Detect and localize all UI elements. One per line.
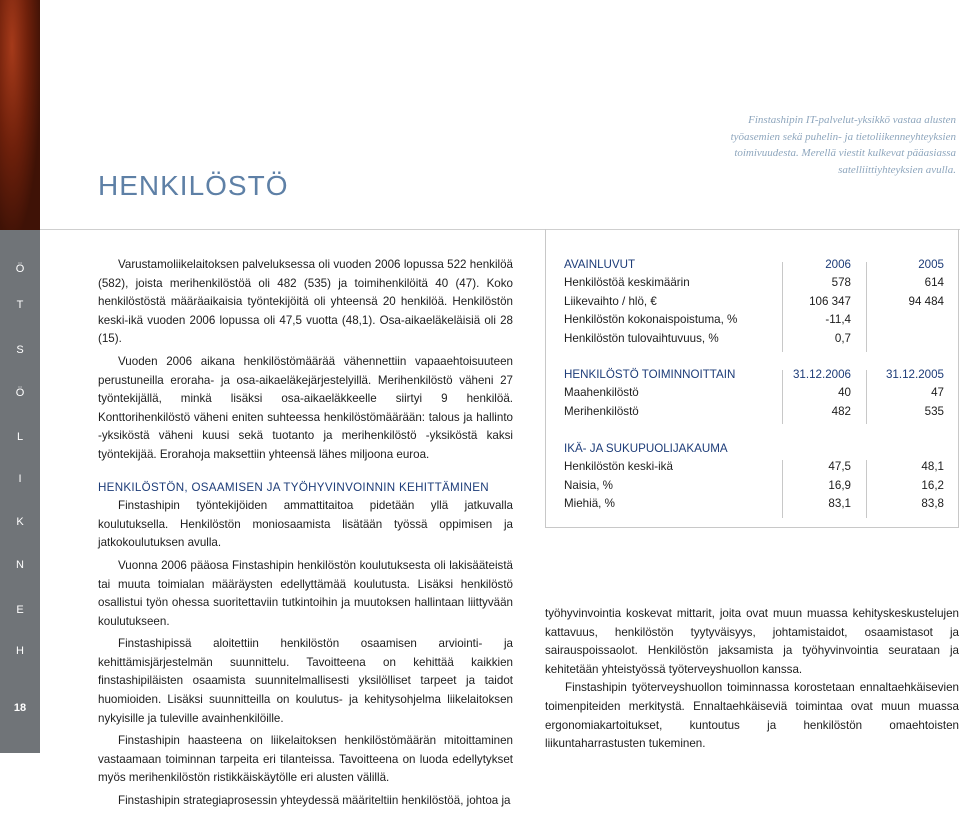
paragraph: Finstashipin työterveyshuollon toiminnassa korostetaan ennaltaehkäisevien toimenpiteiden merkitystä. Ennaltaehkäiseviä toimintaa ovat muun muassa ergonomiakartoitukset, kuntoutus ja henkilöstön omaehtoisten liikuntaharrastusten tukeminen. — [545, 681, 959, 751]
table-row — [564, 458, 944, 476]
age-gender-table — [564, 440, 944, 514]
paragraph: Finstashipin strategiaprosessin yhteydessä määriteltiin henkilöstöä, johtoa ja — [118, 794, 511, 808]
row-value: 106 347 — [809, 294, 851, 308]
table-header-year: 2006 — [825, 258, 851, 271]
staff-by-function-table — [564, 366, 944, 421]
row-value: 535 — [924, 404, 944, 418]
table-header-label: IKÄ- JA SUKUPUOLIJAKAUMA — [564, 442, 728, 455]
table-row — [564, 384, 944, 402]
sidebar-letter: I — [18, 473, 22, 485]
table-row — [564, 274, 944, 292]
section-heading: HENKILÖSTÖN, OSAAMISEN JA TYÖHYVINVOINNIN KEHITTÄMINEN — [98, 480, 489, 494]
table-row — [564, 330, 944, 348]
row-label: Henkilöstön tulovaihtuvuus, % — [564, 331, 719, 345]
table-header-year: 2005 — [918, 258, 944, 271]
right-column — [545, 605, 959, 754]
paragraph: työhyvinvointia koskevat mittarit, joita ovat muun muassa kehityskeskustelujen kattavuus, henkilöstön tyytyväisyys, johtamistaidot, osaamistasot ja sairauspoissaolot. Henkilöstön jaksamista ja työhyvinvointia seurataan ja kehitetään yhteistyössä työterveyshuollon kanssa. — [545, 607, 959, 676]
row-label: Liikevaihto / hlö, € — [564, 294, 657, 308]
table-row — [564, 495, 944, 513]
table-row — [564, 477, 944, 495]
row-value: 16,2 — [921, 478, 944, 492]
paragraph: Varustamoliikelaitoksen palveluksessa oli vuoden 2006 lopussa 522 henkilöä (582), joista merihenkilöstöä oli 482 (535) ja toimihenkilöitä 40 (47). Koko henkilöstöstä määräaikaisia työntekijöitä oli yhteensä 20 henkilöä. Henkilöstön keski-ikä vuoden 2006 lopussa oli 47,5 vuotta (48,1). Osa-aikaeläkeläisiä oli 28 (15). — [98, 258, 513, 346]
row-value: 578 — [831, 276, 851, 290]
left-column — [98, 256, 513, 815]
paragraph: Finstashipin työntekijöiden ammattitaitoa pidetään yllä jatkuvalla koulutuksella. Henkilöstön moniosaamista lisätään työssä oppimisen ja jatkokoulutuksen avulla. — [98, 499, 513, 550]
sidebar-letter: L — [16, 431, 24, 443]
table-header-label: AVAINLUVUT — [564, 258, 636, 271]
row-label: Naisia, % — [564, 478, 613, 492]
row-value: 83,8 — [921, 497, 944, 511]
row-value: 94 484 — [908, 294, 944, 308]
paragraph: Finstashipissä aloitettiin henkilöstön osaamisen arviointi- ja kehittämisjärjestelmän suunnittelu. Tavoitteena on kehittää kaikkien finstashipiläisten osaamista suunnitelmallisesti yksilölliset tarpeet ja taidot huomioiden. Lisäksi suunnitteilla on koulutus- ja kehitysohjelma liikelaitoksen nykyisille ja tuleville avainhenkilöille. — [98, 637, 513, 725]
row-value: 482 — [831, 404, 851, 418]
row-value: 40 — [838, 386, 851, 400]
row-value: 16,9 — [828, 478, 851, 492]
table-row — [564, 403, 944, 421]
table-header-row — [564, 440, 944, 458]
table-header-label: HENKILÖSTÖ TOIMINNOITTAIN — [564, 368, 736, 381]
row-value: 0,7 — [834, 331, 851, 345]
sidebar-letter: E — [16, 604, 24, 616]
row-label: Miehiä, % — [564, 497, 615, 511]
paragraph: Vuoden 2006 aikana henkilöstömäärää vähennettiin vapaaehtoisuuteen perustuneilla eroraha- ja osa-aikaeläkejärjestelyillä. Merihenkilöstö väheni 27 työntekijällä, minkä lisäksi osa-aikaeläkkeelle siirtyi 9 henkilöä. Konttorihenkilöstö väheni eniten suhteessa henkilöstömäärään: talous ja hallinto -yksiköstä väheni kuusi sekä tuotanto ja merihenkilöstö -yksiköstä kaksi työntekijää. Erorahoja maksettiin yhteensä lähes miljoona euroa. — [98, 354, 513, 461]
page-title: HENKILÖSTÖ — [98, 170, 289, 201]
sidebar-letter: T — [16, 299, 24, 311]
row-label: Henkilöstön keski-ikä — [564, 460, 673, 474]
row-label: Merihenkilöstö — [564, 404, 639, 418]
sidebar-letter: N — [16, 559, 24, 571]
sidebar-letter: Ö — [15, 263, 25, 275]
row-value: -11,4 — [825, 313, 851, 327]
table-header-date: 31.12.2006 — [792, 368, 851, 381]
page-number: 18 — [13, 702, 27, 714]
paragraph: Finstashipin haasteena on liikelaitoksen henkilöstömäärän mitoittaminen vastaamaan toiminnan tarpeita eri tilanteissa. Tavoitteena on luoda edellytykset myös merihenkilöstön ristikkäiskäytölle eri alusten välillä. — [98, 734, 513, 785]
row-value: 47,5 — [828, 460, 851, 474]
photo-caption: Finstashipin IT-palvelut-yksikkö vastaa alusten työasemien sekä puhelin- ja tietoliikenneyhteyksien toimivuudesta. Merellä viestit kulkevat pääasiassa satelliittiyhteyksien avulla. — [730, 114, 956, 176]
sidebar-letter: S — [16, 344, 24, 356]
key-figures-box — [545, 229, 959, 528]
row-value: 47 — [931, 386, 944, 400]
row-label: Henkilöstöä keskimäärin — [564, 276, 690, 290]
row-value: 83,1 — [828, 497, 851, 511]
row-label: Maahenkilöstö — [564, 386, 639, 400]
table-header-row — [564, 256, 944, 274]
sidebar-letter: H — [16, 645, 24, 657]
chapter-sidebar — [0, 230, 40, 753]
paragraph: Vuonna 2006 pääosa Finstashipin henkilöstön koulutuksesta oli lakisääteistä tai muuta toimialan määräysten edellyttämää koulutusta. Lisäksi henkilöstö osallistui työn ohessa suoritettaviin tutkintoihin ja muutoksen hallintaan liittyvään koulutukseen. — [98, 558, 513, 628]
table-row — [564, 311, 944, 329]
row-label: Henkilöstön kokonaispoistuma, % — [564, 313, 738, 327]
table-row — [564, 293, 944, 311]
cover-photo-strip — [0, 0, 40, 230]
sidebar-letter: K — [16, 516, 24, 528]
sidebar-letter: Ö — [15, 387, 25, 399]
key-figures-table — [564, 256, 944, 348]
table-header-row — [564, 366, 944, 384]
table-header-date: 31.12.2005 — [885, 368, 944, 381]
row-value: 48,1 — [921, 460, 944, 474]
row-value: 614 — [924, 276, 944, 290]
